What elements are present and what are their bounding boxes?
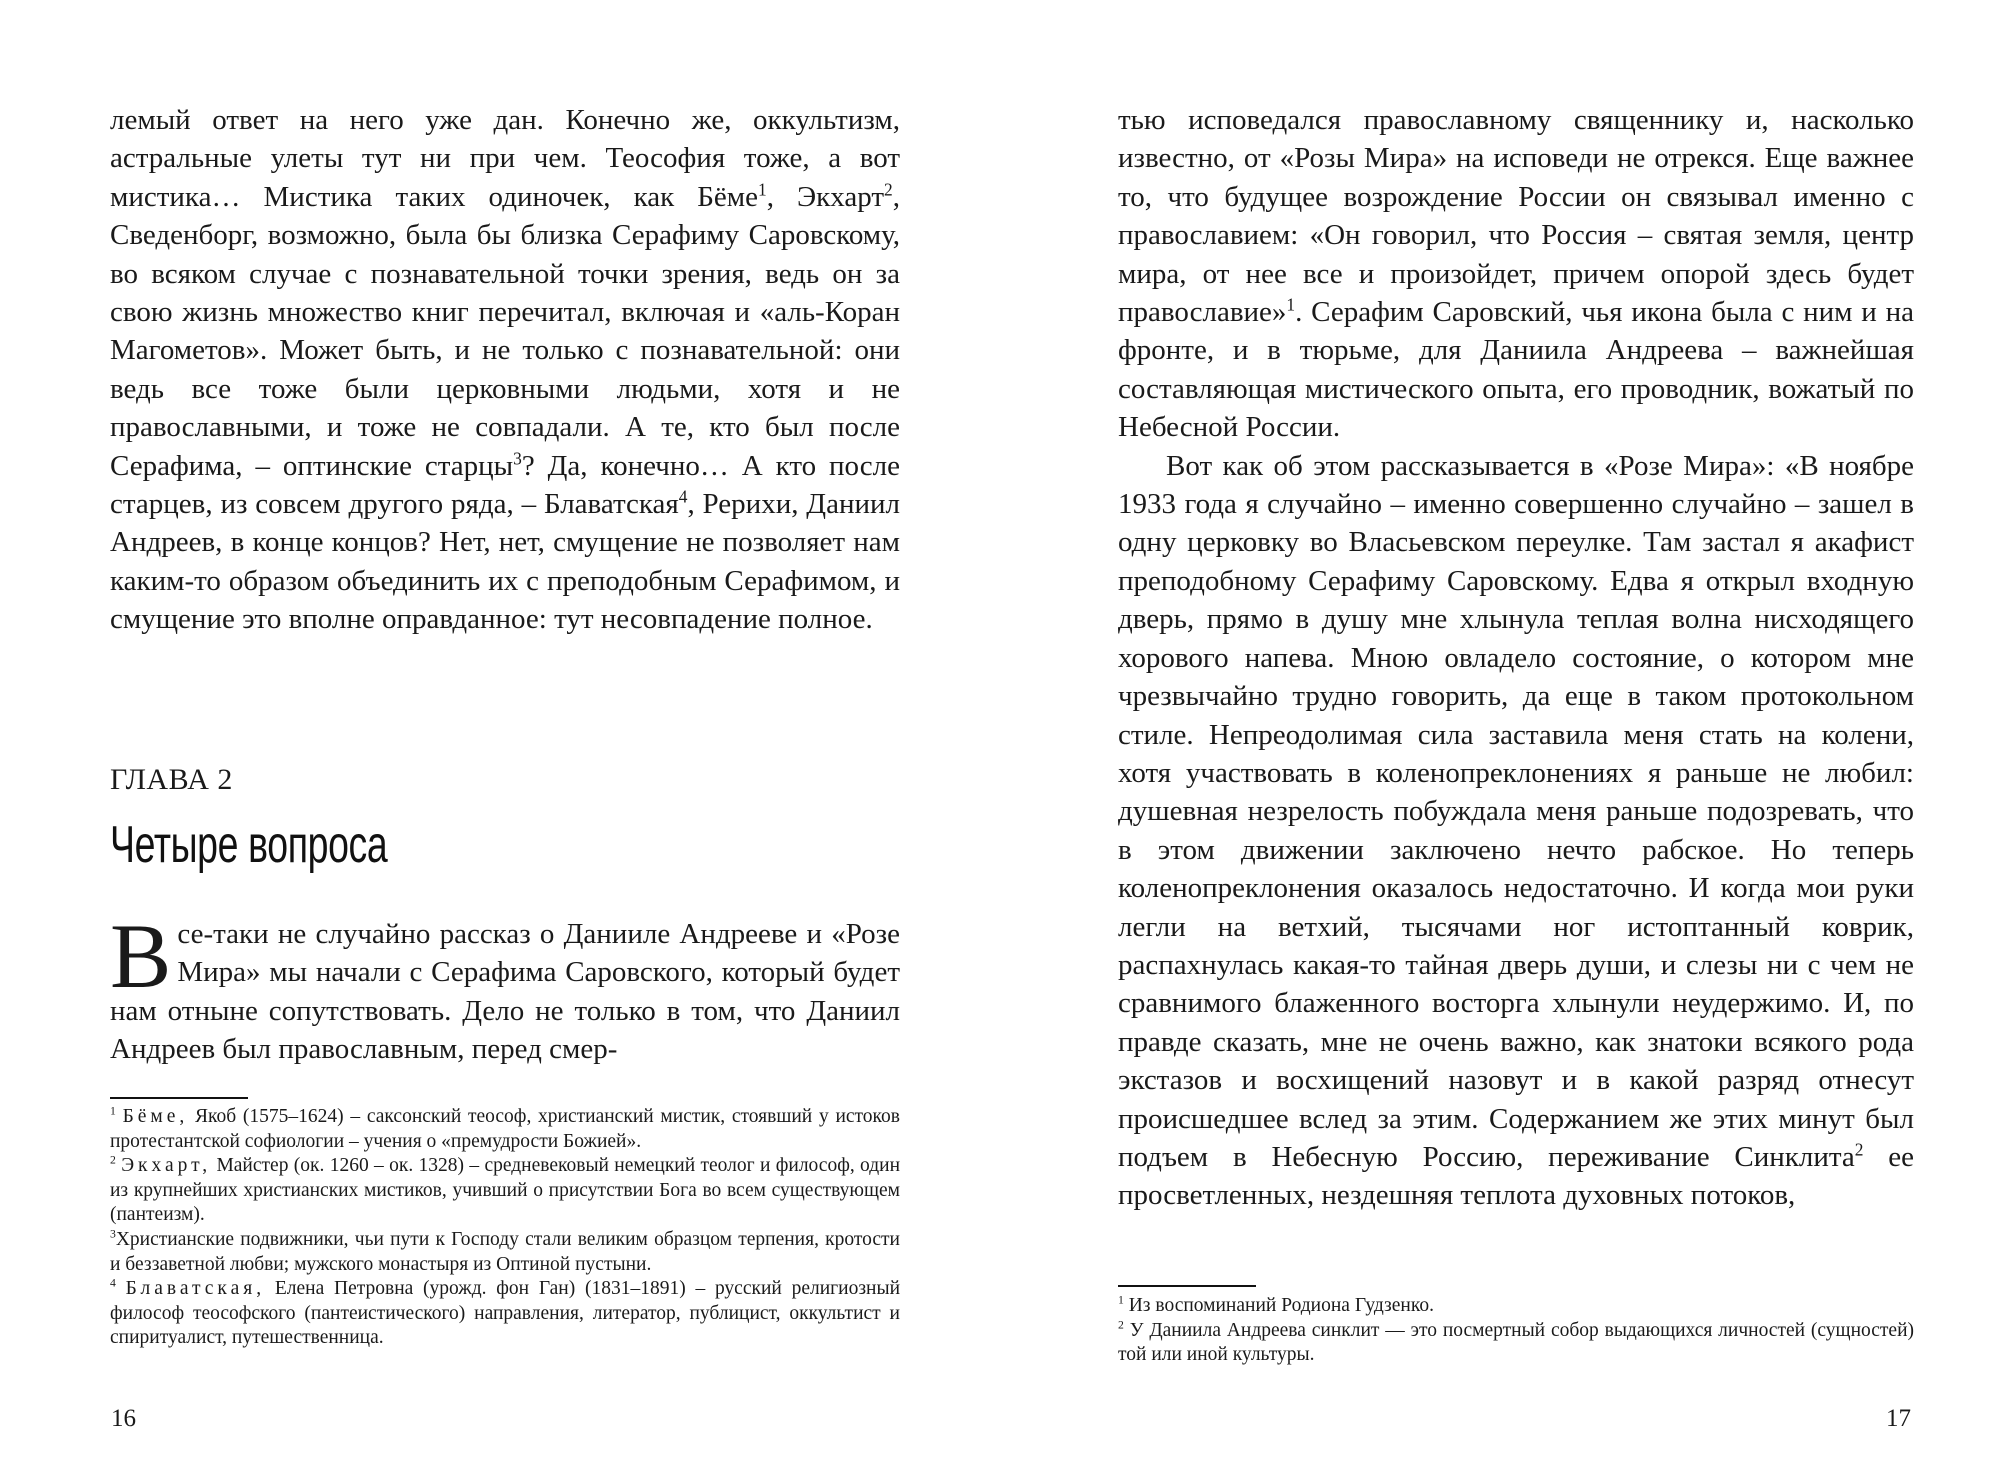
page-number-left: 16 — [111, 1405, 136, 1432]
footnote-rule-right — [1118, 1285, 1256, 1287]
right-footnotes — [1118, 1294, 1914, 1368]
left-footnotes — [110, 1105, 900, 1351]
footnote-ref-2[interactable]: 2 — [884, 179, 893, 200]
chapter-opening-paragraph: Все-таки не случайно рассказ о Данииле Андрееве и «Розе Мира» мы начали с Серафима Саровского, который будет нам отныне сопутствовать. Дело не только в том, что Даниил Андреев был православным, перед смер- — [110, 905, 900, 1066]
footnote-r1: $^1$ Из воспоминаний Родиона Гудзенко. — [1118, 1293, 1434, 1316]
right-paragraph-2: Вот как об этом рассказывается в «Розе Мира»: «В ноябре 1933 года я случайно – именно совершенно случайно – зашел в одну церковку во Власьевском переулке. Там застал я акафист преподобному Серафиму Саровскому. Едва я открыл входную дверь, прямо в душу мне хлынула теплая волна нисходящего хорового напева. Мною овладело состояние, о котором мне чрезвычайно трудно говорить, да еще в таком протокольном стиле. Непреодолимая сила заставила меня стать на колени, хотя участвовать в коленопреклонениях я раньше не любил: душевная незрелость побуждала меня раньше подозревать, что в этом движении заключено нечто рабское. Но теперь коленопреклонения оказалось недостаточно. И когда мои руки легли на ветхий, тысячами ног истоптанный коврик, распахнулась какая-то тайная дверь души, и слезы ни с чем не сравнимого блаженного восторга хлынули неудержимо. И, по правде сказать, мне не очень важно, как знатоки всякого рода экстазов и восхищений назовут и в какой разряд отнесут происшедшее вслед за этим. Содержанием же этих минут был подъем в Небесную Россию, переживание Синклита$^2$ ее просветленных, нездешняя теплота духовных потоков, — [1118, 449, 1914, 1212]
footnote-ref-3[interactable]: 3 — [513, 448, 522, 468]
footnote-1: $^1$ Бёме, Якоб (1575–1624) – саксонский теософ, христианский мистик, стоявший у истоков протестантской софиологии – учения о «премудрости Божией». — [110, 1104, 900, 1152]
page-number-right: 17 — [1886, 1405, 1911, 1432]
footnote-2: $^2$ Экхарт, Майстер (ок. 1260 – ок. 1328) – средневековый немецкий теолог и философ, один из крупнейших христианских мистиков, учивший о присутствии Бога во всем существующем (пантеизм). — [110, 1153, 901, 1226]
footnote-ref-r2[interactable]: 2 — [1854, 1139, 1864, 1160]
chapter-heading — [110, 763, 900, 797]
drop-cap: В — [110, 905, 172, 1007]
right-page — [1000, 0, 2000, 1482]
footnote-rule — [110, 1097, 248, 1099]
left-paragraph: лемый ответ на него уже дан. Конечно же, оккультизм, астральные улеты тут ни при чем. Теософия тоже, а вот мистика… Мистика таких одиночек, как Бёме$^1$, Экхарт$^2$, Сведенборг, возможно, была бы близка Серафиму Саровскому, во всяком случае с познавательной точки зрения, ведь он за свою жизнь множество книг перечитал, включая и «аль-Коран Магометов». Может быть, и не только с познавательной: они ведь все тоже были церковными людьми, хотя и не православными, и тоже не совпадали. А те, кто был после Серафима, – оптинские старцы$^3$? Да, конечно… А кто после старцев, из совсем другого ряда, – Блаватская$^4$, Рерихи, Даниил Андреев, в конце концов? Нет, нет, смущение не позволяет нам каким-то образом объединить их с преподобным Серафимом, и смущение это вполне оправданное: тут несовпадение полное. — [110, 104, 900, 636]
footnote-ref-4[interactable]: 4 — [678, 486, 688, 507]
chapter-title-wrap — [110, 815, 900, 875]
right-text — [1118, 101, 1914, 1215]
footnote-3: $^3$Христианские подвижники, чьи пути к Господу стали великим образцом терпения, кротости и беззаветной любви; мужского монастыря из Оптиной пустыни. — [110, 1227, 900, 1275]
chapter-title: Четыре вопроса — [110, 816, 388, 874]
footnote-ref-1[interactable]: 1 — [758, 179, 767, 200]
footnote-4: $^4$ Блаватская, Елена Петровна (урожд. фон Ган) (1831–1891) – русский религиозный философ теософского (пантеистического) направления, литератор, публицист, оккультист и спиритуалист, путешественница. — [110, 1276, 901, 1349]
footnote-ref-r1[interactable]: 1 — [1286, 294, 1296, 315]
footnote-r2: $^2$ У Даниила Андреева синклит — это посмертный собор выдающихся личностей (сущностей) той или иной культуры. — [1118, 1318, 1914, 1366]
right-paragraph-1: тью исповедался православному священнику и, насколько известно, от «Розы Мира» на исповеди не отрекся. Еще важнее то, что будущее возрождение России он связывал именно с православием: «Он говорил, что Россия – святая земля, центр мира, от нее все и произойдет, причем опорой здесь будет православие»$^1$. Серафим Саровский, чья икона была с ним и на фронте, и в тюрьме, для Даниила Андреева – важнейшая составляющая мистического опыта, его проводник, вожатый по Небесной России. — [1118, 104, 1914, 444]
chapter-label: ГЛАВА 2 — [110, 763, 233, 796]
